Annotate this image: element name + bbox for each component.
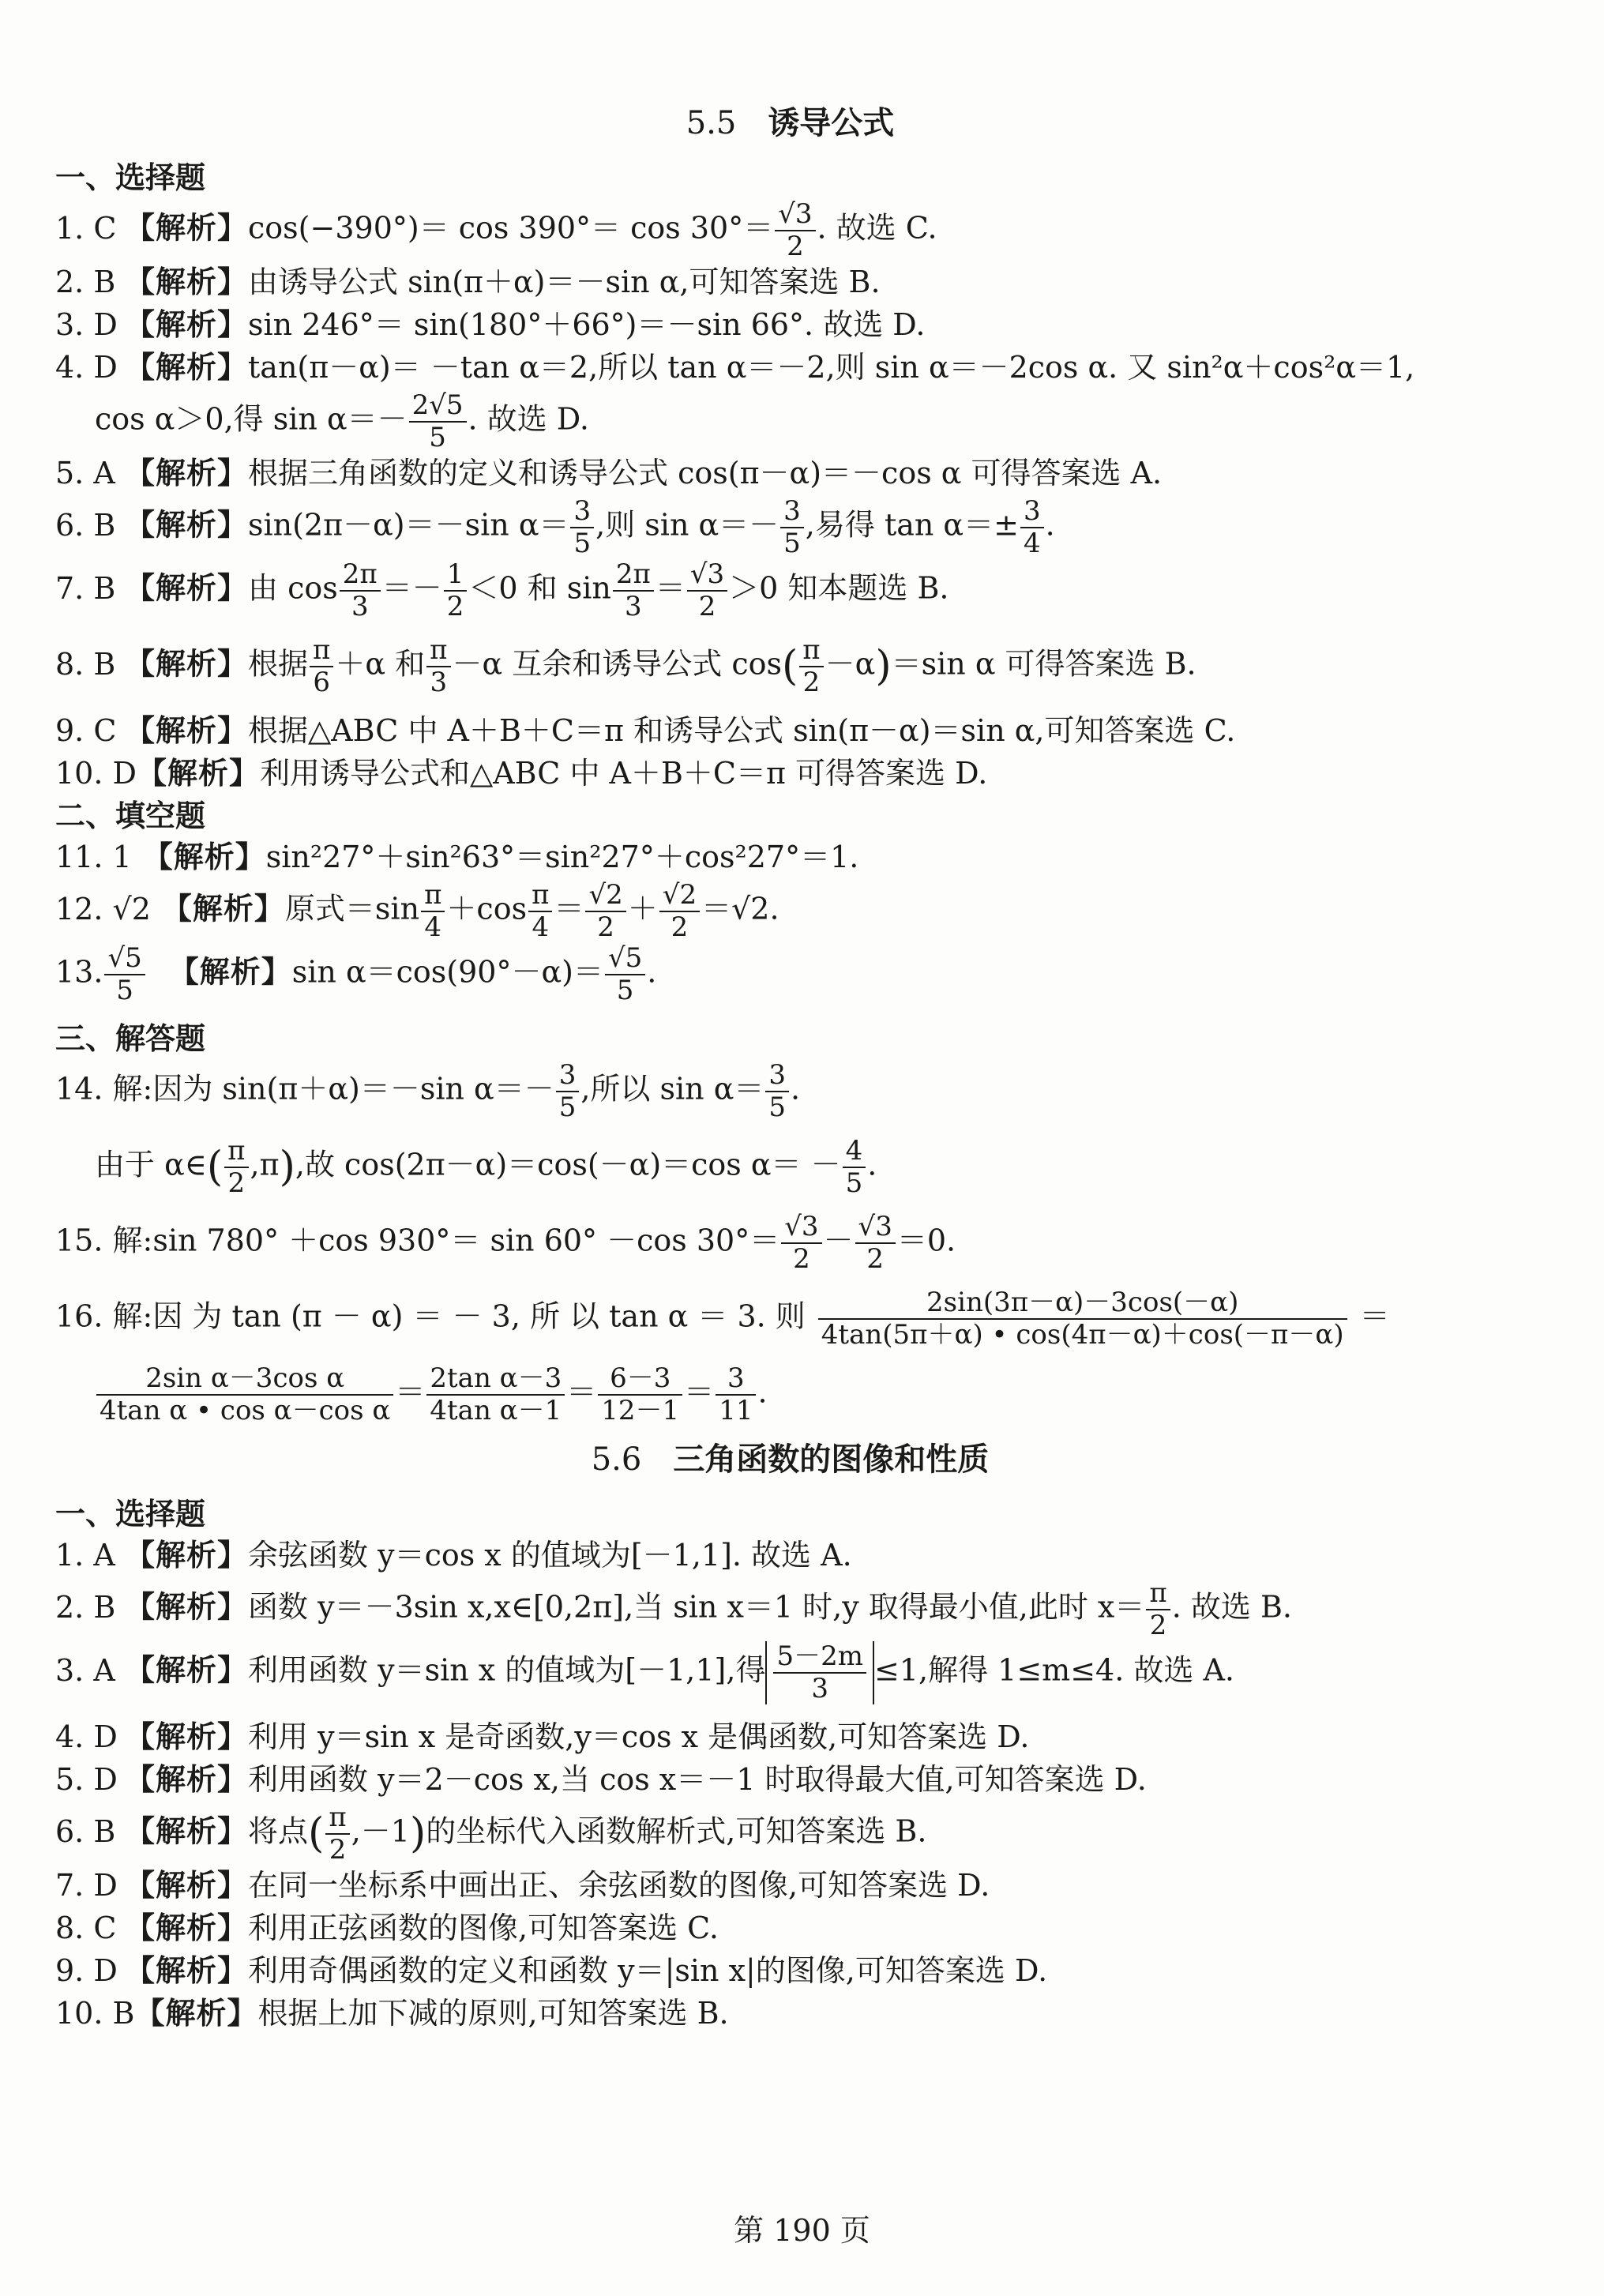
fraction: $\frac{√3}{2}$ [781, 1212, 821, 1275]
fraction: $\frac{3}{5}$ [570, 496, 594, 559]
answer-item-10: 10. D【解析】利用诱导公式和△ABC 中 A＋B＋C＝π 可得答案选 D. [55, 755, 988, 791]
answer-item-5-6-10: 10. B【解析】根据上加下减的原则,可知答案选 B. [55, 1995, 729, 2031]
answer-item-14: 14. 解:因为 sin(π＋α)＝－sin α＝－ $\frac{3}{5}$ ,所以 sin α＝ $\frac{3}{5}$ . [55, 1059, 801, 1124]
fraction: $\frac{\text{2sin α－3cos α}}{\text{4tan α • cos α－cos α}}$ [96, 1363, 393, 1426]
answer-item-2: 2. B 【解析】由诱导公式 sin(π＋α)＝－sin α,可知答案选 B. [55, 264, 881, 299]
answer-item-5-6-5: 5. D 【解析】利用函数 y＝2－cos x,当 cos x＝－1 时取得最大值,可知答案选 D. [55, 1761, 1147, 1797]
answer-item-5-6-4: 4. D 【解析】利用 y＝sin x 是奇函数,y＝cos x 是偶函数,可知答案选 D. [55, 1719, 1030, 1754]
answer-item-5-6-8: 8. C 【解析】利用正弦函数的图像,可知答案选 C. [55, 1910, 719, 1945]
fraction: $\frac{2\pi}{3}$ [340, 559, 381, 622]
fraction: $\frac{4}{5}$ [843, 1136, 866, 1199]
fraction: $\frac{2\sin(3\pi-\alpha)-3\cos(-\alpha)}{4\tan(5\pi+\alpha) • \cos(4\pi-\alpha)+\cos(-\pi-\alpha)}$ [818, 1287, 1347, 1351]
answer-item-1: 1. C 【解析】cos(−390°)＝ cos 390°＝ cos 30°＝ $\frac{√3}{2}$ . 故选 C. [55, 198, 937, 263]
section-title-5-6: 5.6 三角函数的图像和性质 [591, 1441, 990, 1478]
fraction: $\frac{√5}{5}$ [605, 943, 645, 1006]
answer-item-8: 8. B 【解析】根据 $\frac{\pi}{6}$ ＋α 和 $\frac{\pi}{3}$ －α 互余和诱导公式 cos( $\frac{\pi}{2}$ －α)＝sin α 可得答案选 B. [55, 634, 1196, 699]
answer-item-5-6-2: 2. B 【解析】函数 y＝－3sin x,x∈[0,2π],当 sin x＝1 时,y 取得最小值,此时 x＝ $\frac{\pi}{2}$ . 故选 B. [55, 1577, 1292, 1642]
answer-item-12: 12. √2 【解析】原式＝sin $\frac{\pi}{4}$ ＋cos $\frac{\pi}{4}$ ＝ $\frac{√2}{2}$ ＋ $\frac{√2}{2}$ ＝√2. [55, 879, 779, 944]
fraction: $\frac{2\pi}{3}$ [613, 559, 654, 622]
subheading-fill-blank: 二、填空题 [55, 798, 206, 833]
answer-item-5-6-7: 7. D 【解析】在同一坐标系中画出正、余弦函数的图像,可知答案选 D. [55, 1867, 990, 1903]
fraction: $\frac{\pi}{2}$ [799, 635, 823, 698]
subheading-multiple-choice: 一、选择题 [55, 160, 206, 195]
fraction: $\frac{5-2m}{3}$ [773, 1641, 866, 1704]
answer-item-14-continued: 由于 α∈( $\frac{\pi}{2}$ ,π),故 cos(2π－α)＝cos(－α)＝cos α＝ － $\frac{4}{5}$ . [95, 1135, 877, 1200]
section-title-5-5: 5.5 诱导公式 [686, 104, 895, 141]
fraction: $\frac{3}{5}$ [765, 1060, 789, 1123]
fraction: $\frac{√3}{2}$ [775, 199, 815, 262]
fraction: $\frac{2√5}{5}$ [409, 390, 467, 453]
fraction: $\frac{√2}{2}$ [659, 880, 700, 943]
fraction: $\frac{\pi}{2}$ [1146, 1578, 1170, 1641]
fraction: $\frac{\text{2tan α－3}}{\text{4tan α－1}}$ [426, 1363, 565, 1426]
answer-item-5: 5. A 【解析】根据三角函数的定义和诱导公式 cos(π－α)＝－cos α 可得答案选 A. [55, 455, 1163, 490]
page-number: 第 190 页 [734, 2213, 870, 2248]
answer-item-5-6-3: 3. A 【解析】利用函数 y＝sin x 的值域为[－1,1],得 $\frac{5-2m}{3}$ ≤1,解得 1≤m≤4. 故选 A. [55, 1640, 1234, 1705]
answer-item-7: 7. B 【解析】由 cos $\frac{2\pi}{3}$ ＝－ $\frac{1}{2}$ ＜0 和 sin $\frac{2\pi}{3}$ ＝ $\frac{√3}{2}$ ＞0 知本题选 B. [55, 558, 949, 623]
answer-item-5-6-6: 6. B 【解析】将点( $\frac{\pi}{2}$ ,－1)的坐标代入函数解析式,可知答案选 B. [55, 1802, 927, 1866]
answer-item-15: 15. 解:sin 780° ＋cos 930°＝ sin 60° －cos 30°＝ $\frac{√3}{2}$ － $\frac{√3}{2}$ ＝0. [55, 1211, 956, 1276]
fraction: $\frac{6-3}{12-1}$ [598, 1363, 682, 1426]
answer-item-3: 3. D 【解析】sin 246°＝ sin(180°＋66°)＝－sin 66°. 故选 D. [55, 306, 926, 342]
fraction: $\frac{3}{5}$ [556, 1060, 580, 1123]
answer-item-9: 9. C 【解析】根据△ABC 中 A＋B＋C＝π 和诱导公式 sin(π－α)＝sin α,可知答案选 C. [55, 712, 1236, 748]
fraction: $\frac{\pi}{4}$ [528, 880, 552, 943]
fraction: $\frac{√5}{5}$ [104, 943, 145, 1006]
fraction: $\frac{\pi}{6}$ [310, 635, 333, 698]
fraction: $\frac{√2}{2}$ [585, 880, 625, 943]
answer-item-11: 11. 1 【解析】sin²27°＋sin²63°＝sin²27°＋cos²27°＝1. [55, 839, 859, 874]
fraction: $\frac{\pi}{2}$ [224, 1136, 248, 1199]
answer-item-4-continued: cos α＞0,得 sin α＝－ $\frac{2√5}{5}$ . 故选 D. [95, 389, 589, 454]
fraction: $\frac{\pi}{4}$ [421, 880, 445, 943]
answer-item-13: 13. $\frac{√5}{5}$ 【解析】sin α＝cos(90°－α)＝ $\frac{√5}{5}$ . [55, 942, 657, 1007]
fraction: $\frac{3}{5}$ [780, 496, 804, 559]
answer-item-5-6-9: 9. D 【解析】利用奇偶函数的定义和函数 y＝|sin x|的图像,可知答案选 D. [55, 1952, 1048, 1988]
answer-item-4: 4. D 【解析】tan(π－α)＝ －tan α＝2,所以 tan α＝－2,则 sin α＝－2cos α. 又 sin²α＋cos²α＝1, [55, 349, 1415, 385]
answer-item-16: 16. 解:因 为 tan (π － α) ＝ － 3, 所 以 tan α ＝ 3. 则 $\frac{2\sin(3\pi-\alpha)-3\cos(-\alpha)}{4\tan(5\pi+\alpha) • \cos(4\pi-\alpha)+\cos(-\pi-\alpha)}$ ＝ [55, 1287, 1390, 1351]
subheading-solutions: 三、解答题 [55, 1020, 206, 1056]
answer-item-6: 6. B 【解析】sin(2π－α)＝－sin α＝ $\frac{3}{5}$ ,则 sin α＝－ $\frac{3}{5}$ ,易得 tan α＝± $\frac{3}{4}$ . [55, 495, 1055, 560]
fraction: $\frac{√3}{2}$ [687, 559, 727, 622]
fraction: $\frac{3}{4}$ [1020, 496, 1044, 559]
subheading-multiple-choice-2: 一、选择题 [55, 1496, 206, 1531]
fraction: $\frac{√3}{2}$ [855, 1212, 896, 1275]
fraction: $\frac{1}{2}$ [444, 559, 468, 622]
fraction: $\frac{\pi}{2}$ [325, 1802, 349, 1866]
answer-item-16-continued: $\frac{\text{2sin α－3cos α}}{\text{4tan α • cos α－cos α}}$ ＝ $\frac{\text{2tan α－3}}{\text{4tan α－1}}$ ＝ $\frac{6-3}{12-1}$ ＝ $\frac{3}{11}$ . [55, 1363, 1525, 1439]
fraction: $\frac{3}{11}$ [716, 1363, 756, 1426]
answer-item-5-6-1: 1. A 【解析】余弦函数 y＝cos x 的值域为[－1,1]. 故选 A. [55, 1537, 852, 1573]
fraction: $\frac{\pi}{3}$ [426, 635, 450, 698]
